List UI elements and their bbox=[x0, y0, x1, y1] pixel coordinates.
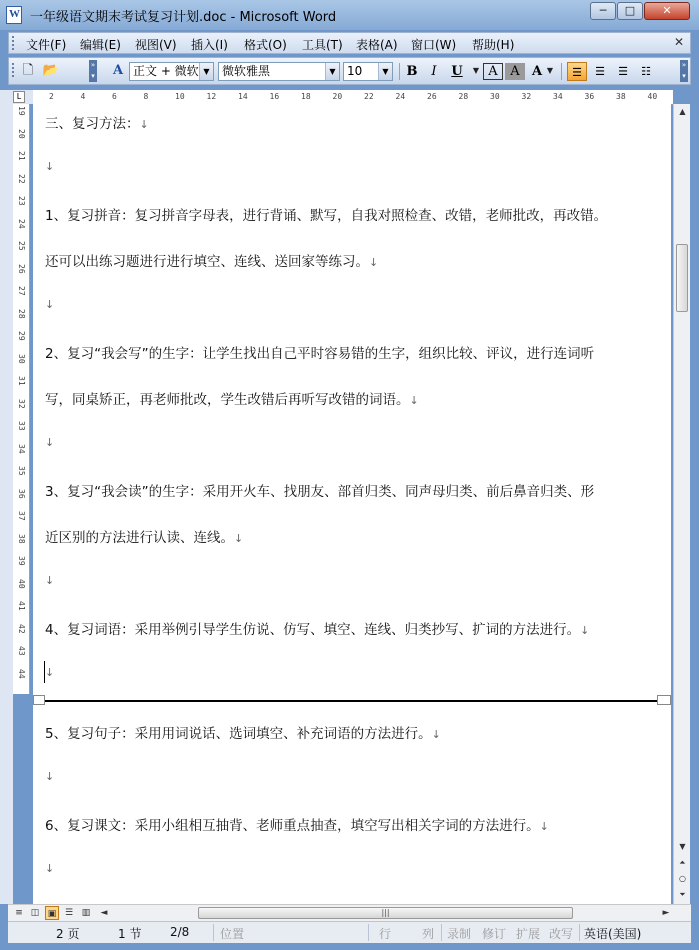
status-line: 行 bbox=[379, 927, 392, 941]
ruler-tick-label: 32 bbox=[17, 398, 26, 409]
menu-tools[interactable]: 工具(T) bbox=[302, 38, 343, 52]
ruler-tick-label: 21 bbox=[17, 151, 26, 161]
menu-file[interactable]: 文件(F) bbox=[26, 38, 67, 52]
page-boundary bbox=[33, 700, 671, 702]
ruler-tick-label: 34 bbox=[17, 443, 26, 454]
ruler-tick-label: 14 bbox=[238, 92, 248, 101]
text-effects-button[interactable]: A bbox=[531, 64, 543, 79]
ruler-tick-label: 28 bbox=[458, 92, 469, 101]
print-layout-view-icon[interactable]: ▣ bbox=[45, 906, 59, 920]
page-corner-marker bbox=[657, 695, 671, 705]
menu-window[interactable]: 窗口(W) bbox=[411, 38, 457, 52]
paragraph-mark-icon: ↓ bbox=[45, 770, 55, 783]
line-text: 三、复习方法： bbox=[45, 116, 140, 132]
scroll-right-arrow-icon[interactable]: ► bbox=[662, 908, 670, 918]
ruler-tick-label: 28 bbox=[17, 308, 26, 319]
underline-button[interactable]: U bbox=[451, 64, 463, 79]
document-line[interactable] bbox=[45, 618, 589, 638]
scroll-up-arrow-icon[interactable]: ▲ bbox=[679, 107, 686, 116]
ruler-tick-label: 12 bbox=[206, 92, 217, 101]
underline-dropdown-chevron-icon[interactable]: ▼ bbox=[472, 66, 480, 75]
status-track-changes-toggle[interactable]: 修订 bbox=[482, 927, 507, 941]
styles-pane-icon[interactable]: A bbox=[112, 63, 124, 78]
ruler-tick-label: 8 bbox=[143, 92, 149, 101]
document-line[interactable] bbox=[45, 296, 54, 312]
ruler-tick-label: 20 bbox=[332, 92, 343, 101]
line-text: 3、复习“我会读”的生字：采用开火车、找朋友、部首归类、同声母归类、前后鼻音归类、形 bbox=[45, 484, 595, 500]
italic-button[interactable]: I bbox=[431, 64, 437, 79]
paragraph-mark-icon: ↓ bbox=[45, 436, 55, 449]
font-size-value: 10 bbox=[347, 64, 363, 78]
document-line[interactable] bbox=[45, 572, 54, 588]
ruler-tick-label: 22 bbox=[17, 173, 26, 184]
paragraph-mark-icon: ↓ bbox=[45, 862, 55, 875]
minimize-button[interactable]: ─ bbox=[590, 2, 616, 20]
status-section: 1 节 bbox=[118, 927, 142, 941]
ruler-tick-label: 23 bbox=[17, 196, 26, 206]
align-right-button[interactable]: ☰ bbox=[618, 65, 628, 78]
ruler-tick-label: 39 bbox=[17, 556, 26, 566]
close-button[interactable]: ✕ bbox=[644, 2, 690, 20]
document-line[interactable] bbox=[45, 342, 594, 362]
horizontal-scrollbar[interactable] bbox=[8, 904, 691, 921]
ruler-tick-label: 29 bbox=[17, 331, 26, 341]
paragraph-mark-icon: ↓ bbox=[234, 532, 244, 545]
document-line[interactable] bbox=[45, 388, 419, 408]
ruler-tick-label: 43 bbox=[17, 646, 26, 656]
menu-help[interactable]: 帮助(H) bbox=[472, 38, 515, 52]
menubar-grip-handle[interactable] bbox=[12, 36, 17, 50]
word-app-icon[interactable] bbox=[6, 6, 22, 24]
ruler-tick-label: 4 bbox=[80, 92, 86, 101]
ruler-tick-label: 27 bbox=[17, 286, 26, 296]
chevron-down-icon[interactable]: ▼ bbox=[199, 63, 213, 80]
document-line[interactable] bbox=[45, 250, 378, 270]
paragraph-mark-icon: ↓ bbox=[369, 256, 379, 269]
status-position: 位置 bbox=[220, 927, 245, 941]
document-line[interactable] bbox=[45, 434, 54, 450]
menu-table[interactable]: 表格(A) bbox=[356, 38, 398, 52]
ruler-tick-label: 38 bbox=[616, 92, 626, 101]
vertical-scrollbar[interactable] bbox=[673, 104, 691, 904]
document-line[interactable] bbox=[45, 664, 54, 680]
tab-selector-button[interactable]: L bbox=[13, 91, 25, 103]
character-border-button[interactable]: A bbox=[483, 63, 503, 80]
ruler-tick-label: 42 bbox=[17, 623, 26, 634]
ruler-tick-label: 35 bbox=[17, 466, 26, 476]
toolbar-grip-handle[interactable] bbox=[12, 63, 17, 77]
ruler-tick-label: 41 bbox=[17, 601, 26, 611]
document-line[interactable] bbox=[45, 526, 243, 546]
window-bottom-frame bbox=[0, 943, 699, 950]
style-dropdown[interactable] bbox=[129, 62, 214, 81]
paragraph-mark-icon: ↓ bbox=[45, 666, 55, 679]
document-line[interactable] bbox=[45, 204, 607, 224]
chevron-down-icon[interactable]: ▼ bbox=[378, 63, 392, 80]
document-line[interactable] bbox=[45, 158, 54, 174]
status-divider bbox=[213, 924, 214, 941]
title-bar bbox=[0, 0, 699, 30]
ruler-tick-label: 18 bbox=[301, 92, 311, 101]
select-browse-object-icon[interactable]: ○ bbox=[679, 874, 686, 883]
ruler-tick-label: 40 bbox=[647, 92, 658, 101]
ruler-tick-label: 24 bbox=[17, 218, 26, 229]
ruler-tick-label: 38 bbox=[17, 533, 26, 544]
menu-edit[interactable]: 编辑(E) bbox=[80, 38, 121, 52]
font-value: 微软雅黑 bbox=[222, 64, 271, 78]
ruler-tick-label: 26 bbox=[17, 263, 26, 274]
ruler-tick-label: 36 bbox=[17, 488, 26, 499]
status-extend-toggle[interactable]: 扩展 bbox=[516, 927, 541, 941]
align-left-button[interactable]: ☰ bbox=[567, 62, 587, 81]
ruler-tick-label: 22 bbox=[364, 92, 374, 101]
paragraph-mark-icon: ↓ bbox=[580, 624, 590, 637]
paragraph-mark-icon: ↓ bbox=[45, 574, 55, 587]
ruler-tick-label: 32 bbox=[521, 92, 532, 101]
paragraph-mark-icon: ↓ bbox=[539, 820, 549, 833]
ruler-tick-label: 25 bbox=[17, 241, 26, 251]
document-line[interactable] bbox=[45, 112, 149, 132]
align-center-button[interactable]: ☰ bbox=[595, 65, 605, 78]
ruler-tick-label: 37 bbox=[17, 511, 26, 521]
line-text: 近区别的方法进行认读、连线。 bbox=[45, 530, 234, 546]
vertical-ruler[interactable] bbox=[13, 104, 30, 694]
ruler-tick-label: 31 bbox=[17, 376, 26, 386]
font-dropdown[interactable] bbox=[218, 62, 340, 81]
line-text: 写，同桌矫正，再老师批改，学生改错后再听写改错的词语。 bbox=[45, 392, 410, 408]
menu-insert[interactable]: 插入(I) bbox=[191, 38, 228, 52]
vertical-scroll-thumb[interactable] bbox=[676, 244, 688, 312]
toolbar-options-chevron-icon[interactable]: » ▾ bbox=[681, 61, 687, 80]
ruler-tick-label: 16 bbox=[269, 92, 280, 101]
document-page[interactable] bbox=[33, 104, 671, 904]
bold-button[interactable]: B bbox=[406, 64, 418, 79]
scroll-left-arrow-icon[interactable]: ◄ bbox=[100, 908, 108, 918]
toolbar-overflow-chevron-icon[interactable]: » ▾ bbox=[90, 61, 96, 80]
reading-layout-view-icon[interactable]: ▥ bbox=[81, 908, 91, 918]
line-text: 还可以出练习题进行进行填空、连线、送回家等练习。 bbox=[45, 254, 369, 270]
document-line[interactable] bbox=[45, 722, 441, 742]
status-bar bbox=[8, 921, 691, 943]
menu-format[interactable]: 格式(O) bbox=[244, 38, 287, 52]
ruler-tick-label: 44 bbox=[17, 668, 26, 679]
ruler-tick-label: 6 bbox=[112, 92, 117, 101]
maximize-button[interactable]: □ bbox=[617, 2, 643, 20]
ruler-tick-label: 26 bbox=[427, 92, 437, 101]
line-text: 4、复习词语：采用举例引导学生仿说、仿写、填空、连线、归类抄写、扩词的方法进行。 bbox=[45, 622, 581, 638]
status-overtype-toggle[interactable]: 改写 bbox=[549, 927, 574, 941]
menu-view[interactable]: 视图(V) bbox=[135, 38, 177, 52]
status-column: 列 bbox=[422, 927, 435, 941]
ruler-tick-label: 40 bbox=[17, 578, 26, 589]
open-folder-icon[interactable]: 📂 bbox=[42, 63, 60, 78]
web-layout-view-icon[interactable]: ◫ bbox=[30, 908, 40, 918]
ruler-tick-label: 34 bbox=[553, 92, 563, 101]
paragraph-mark-icon: ↓ bbox=[45, 298, 55, 311]
outline-view-icon[interactable]: ☰ bbox=[64, 908, 74, 918]
status-divider bbox=[441, 924, 442, 941]
new-document-icon[interactable]: 🗋 bbox=[22, 63, 34, 78]
ruler-tick-label: 30 bbox=[490, 92, 500, 101]
previous-page-icon[interactable]: ⏶ bbox=[679, 858, 686, 867]
close-document-button[interactable]: ✕ bbox=[673, 35, 684, 49]
status-language[interactable]: 英语(美国) bbox=[584, 927, 642, 941]
menu-bar bbox=[8, 32, 691, 54]
ruler-tick-label: 20 bbox=[17, 128, 26, 139]
status-page-of: 2/8 bbox=[170, 925, 190, 939]
page-corner-marker bbox=[33, 695, 45, 705]
status-record-toggle[interactable]: 录制 bbox=[447, 927, 472, 941]
horizontal-scroll-thumb[interactable]: ||| bbox=[198, 907, 573, 919]
ruler-tick-label: 24 bbox=[395, 92, 406, 101]
next-page-icon[interactable]: ⏷ bbox=[679, 890, 686, 899]
scroll-down-arrow-icon[interactable]: ▼ bbox=[679, 842, 686, 851]
left-gutter bbox=[0, 104, 13, 904]
document-line[interactable] bbox=[45, 860, 54, 876]
style-value: 正文 + 微软 bbox=[133, 64, 199, 78]
paragraph-mark-icon: ↓ bbox=[409, 394, 419, 407]
line-text: 6、复习课文：采用小组相互抽背、老师重点抽查，填空写出相关字词的方法进行。 bbox=[45, 818, 540, 834]
line-text: 1、复习拼音：复习拼音字母表，进行背诵、默写，自我对照检查、改错，老师批改，再改错。 bbox=[45, 208, 608, 224]
document-line[interactable] bbox=[45, 814, 549, 834]
effects-dropdown-chevron-icon[interactable]: ▼ bbox=[546, 66, 554, 75]
paragraph-mark-icon: ↓ bbox=[139, 118, 149, 131]
status-divider bbox=[579, 924, 580, 941]
normal-view-icon[interactable]: ≡ bbox=[15, 908, 23, 918]
window-right-frame bbox=[690, 90, 699, 905]
horizontal-ruler[interactable] bbox=[33, 90, 673, 105]
document-line[interactable] bbox=[45, 768, 54, 784]
ruler-tick-label: 10 bbox=[175, 92, 185, 101]
chevron-down-icon[interactable]: ▼ bbox=[325, 63, 339, 80]
paragraph-mark-icon: ↓ bbox=[431, 728, 441, 741]
toolbar-separator bbox=[399, 63, 400, 80]
line-text: 5、复习句子：采用用词说话、选词填空、补充词语的方法进行。 bbox=[45, 726, 432, 742]
window-title: 一年级语文期末考试复习计划.doc - Microsoft Word bbox=[30, 10, 337, 25]
character-shading-button[interactable]: A bbox=[505, 63, 525, 80]
ruler-tick-label: 36 bbox=[584, 92, 595, 101]
line-text: 2、复习“我会写”的生字：让学生找出自己平时容易错的生字，组织比较、评议，进行连词听 bbox=[45, 346, 595, 362]
font-size-dropdown[interactable] bbox=[343, 62, 393, 81]
formatting-toolbar bbox=[8, 57, 691, 85]
ruler-tick-label: 33 bbox=[17, 421, 26, 431]
ruler-tick-label: 30 bbox=[17, 353, 26, 364]
ruler-tick-label: 19 bbox=[17, 106, 26, 116]
status-page: 2 页 bbox=[56, 927, 80, 941]
document-line[interactable] bbox=[45, 480, 594, 500]
toolbar-separator bbox=[561, 63, 562, 80]
status-divider bbox=[368, 924, 369, 941]
paragraph-mark-icon: ↓ bbox=[45, 160, 55, 173]
ruler-tick-label: 2 bbox=[49, 92, 54, 101]
justify-button[interactable]: ☷ bbox=[641, 65, 651, 78]
